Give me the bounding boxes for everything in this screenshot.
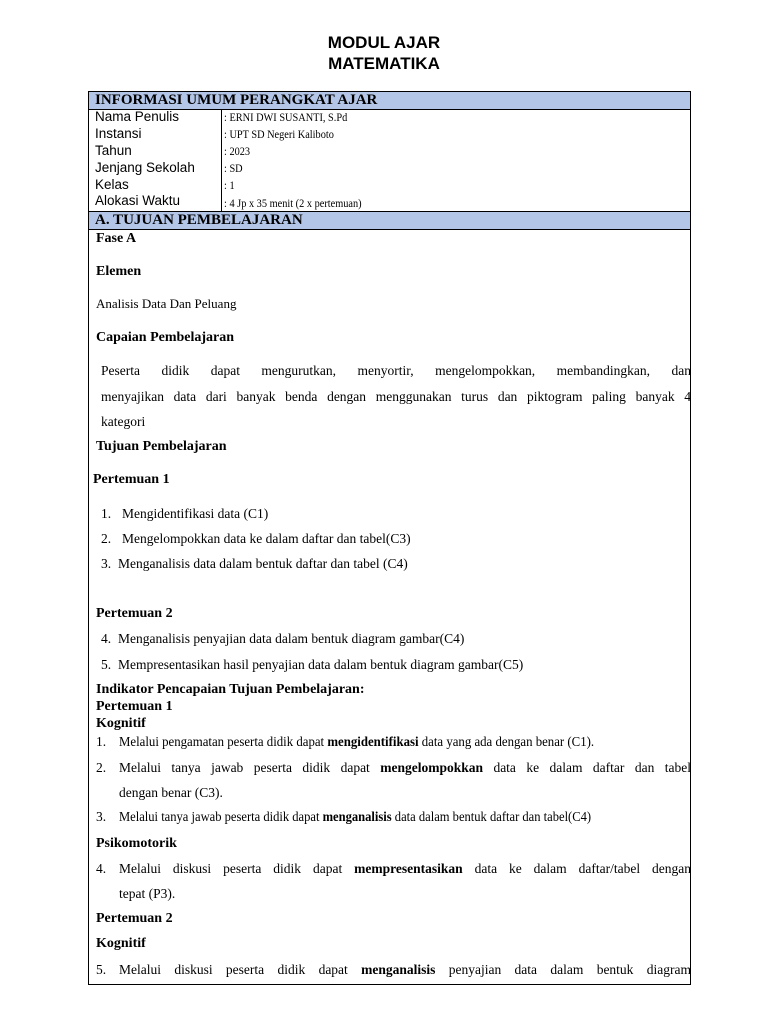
indikator-item1-number: 1. bbox=[96, 734, 107, 749]
tp-item5-text: Mempresentasikan hasil penyajian data dalam bentuk diagram gambar(C5) bbox=[118, 657, 524, 672]
info-value-class: : 1 bbox=[224, 178, 235, 192]
indikator-item3-number: 3. bbox=[96, 809, 107, 824]
document-title-line1: MODUL AJAR bbox=[327, 33, 441, 52]
indikator-item2-continuation: dengan benar (C3). bbox=[119, 785, 223, 800]
tp-item2-number: 2. bbox=[101, 531, 112, 546]
info-section-header: INFORMASI UMUM PERANGKAT AJAR bbox=[89, 91, 690, 110]
capaian-text-line1: Peserta didik dapat mengurutkan, menyortir, mengelompokkan, membandingkan, dan bbox=[101, 363, 691, 378]
info-value-time-allocation: : 4 Jp x 35 menit (2 x pertemuan) bbox=[224, 196, 362, 210]
indikator-item3-text: Melalui tanya jawab peserta didik dapat menganalisis data dalam bentuk daftar dan tabel(C4) bbox=[119, 809, 592, 824]
elemen-label: Elemen bbox=[96, 264, 142, 279]
indikator-pertemuan1-label: Pertemuan 1 bbox=[96, 699, 173, 714]
pertemuan1-label: Pertemuan 1 bbox=[93, 472, 170, 487]
indikator-item5-text: Melalui diskusi peserta didik dapat menganalisis penyajian data dalam bentuk diagram bbox=[119, 962, 691, 977]
info-label-school-level: Jenjang Sekolah bbox=[95, 160, 195, 175]
indikator-pertemuan2-label: Pertemuan 2 bbox=[96, 911, 173, 926]
tp-item3-text: Menganalisis data dalam bentuk daftar dan tabel (C4) bbox=[118, 556, 408, 571]
tp-item5-number: 5. bbox=[101, 657, 112, 672]
info-label-author: Nama Penulis bbox=[95, 109, 180, 124]
info-value-institution: : UPT SD Negeri Kaliboto bbox=[224, 127, 334, 141]
capaian-label: Capaian Pembelajaran bbox=[96, 330, 235, 345]
info-column-divider bbox=[221, 109, 222, 212]
indikator-item4-continuation: tepat (P3). bbox=[119, 886, 176, 901]
indikator-item2-text: Melalui tanya jawab peserta didik dapat mengelompokkan data ke dalam daftar dan tabel bbox=[119, 760, 691, 775]
indikator-item4-text: Melalui diskusi peserta didik dapat mempresentasikan data ke dalam daftar/tabel dengan bbox=[119, 861, 691, 876]
tp-item1-number: 1. bbox=[101, 506, 112, 521]
info-label-time-allocation: Alokasi Waktu bbox=[95, 193, 181, 208]
capaian-text-line2: menyajikan data dari banyak benda dengan menggunakan turus dan piktogram paling banyak 4 bbox=[101, 389, 691, 404]
tujuan-label: Tujuan Pembelajaran bbox=[96, 439, 227, 454]
info-value-author: : ERNI DWI SUSANTI, S.Pd bbox=[224, 110, 348, 124]
tp-item2-text: Mengelompokkan data ke dalam daftar dan tabel(C3) bbox=[122, 531, 411, 546]
elemen-value: Analisis Data Dan Peluang bbox=[96, 296, 237, 311]
info-value-school-level: : SD bbox=[224, 161, 243, 175]
tp-item3-number: 3. bbox=[101, 556, 112, 571]
info-value-year: : 2023 bbox=[224, 144, 251, 158]
indikator-item5-number: 5. bbox=[96, 962, 107, 977]
info-label-institution: Instansi bbox=[95, 126, 142, 141]
section-a-header: A. TUJUAN PEMBELAJARAN bbox=[89, 211, 690, 230]
kognitif2-label: Kognitif bbox=[96, 936, 146, 951]
capaian-text-line3: kategori bbox=[101, 414, 146, 429]
kognitif-label: Kognitif bbox=[96, 716, 146, 731]
tp-item4-text: Menganalisis penyajian data dalam bentuk diagram gambar(C4) bbox=[118, 631, 465, 646]
psikomotorik-label: Psikomotorik bbox=[96, 836, 177, 851]
pertemuan2-label: Pertemuan 2 bbox=[96, 606, 173, 621]
fase-label: Fase A bbox=[96, 231, 137, 246]
indikator-item1-text: Melalui pengamatan peserta didik dapat mengidentifikasi data yang ada dengan benar (C1). bbox=[119, 734, 595, 749]
tp-item4-number: 4. bbox=[101, 631, 112, 646]
indikator-item2-number: 2. bbox=[96, 760, 107, 775]
info-label-year: Tahun bbox=[95, 143, 132, 158]
tp-item1-text: Mengidentifikasi data (C1) bbox=[122, 506, 269, 521]
document-title-line2: MATEMATIKA bbox=[328, 54, 440, 73]
indikator-item4-number: 4. bbox=[96, 861, 107, 876]
info-label-class: Kelas bbox=[95, 177, 129, 192]
indikator-title: Indikator Pencapaian Tujuan Pembelajaran: bbox=[96, 682, 365, 697]
